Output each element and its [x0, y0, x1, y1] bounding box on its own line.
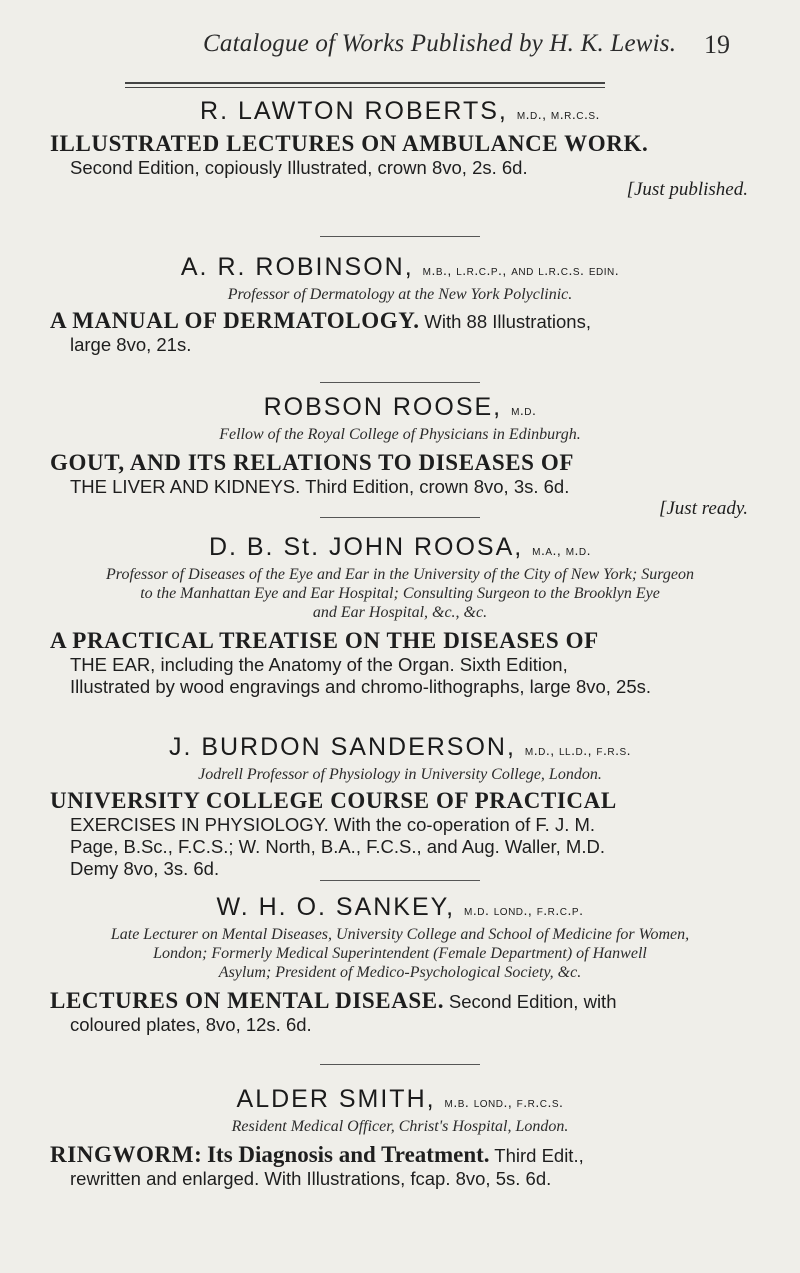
work-listing — [50, 630, 750, 698]
work-description: Demy 8vo, 3s. 6d. — [70, 858, 220, 879]
author-degrees: m.b. lond., f.r.c.s. — [444, 1094, 564, 1110]
author-name: R. LAWTON ROBERTS, — [200, 97, 508, 125]
publication-note: [Just ready. — [658, 498, 748, 519]
separator-rule — [320, 1064, 480, 1065]
work-listing — [50, 790, 750, 880]
work-description: Page, B.Sc., F.C.S.; W. North, B.A., F.C.S., and Aug. Waller, M.D. — [70, 836, 605, 857]
entry-smith — [50, 1084, 750, 1190]
work-listing — [50, 452, 750, 498]
separator-rule — [320, 880, 480, 881]
entry-roosa — [50, 532, 750, 698]
work-listing — [50, 133, 750, 179]
author-degrees: m.b., l.r.c.p., and l.r.c.s. edin. — [422, 262, 620, 278]
author-heading — [50, 392, 750, 425]
author-degrees: m.d., ll.d., f.r.s. — [524, 742, 632, 758]
work-title: A MANUAL OF DERMATOLOGY. — [50, 308, 420, 333]
author-affiliation: Late Lecturer on Mental Diseases, University College and School of Medicine for Women, — [110, 926, 690, 943]
running-title: Catalogue of Works Published by H. K. Lewis. — [203, 30, 677, 57]
author-affiliation: Professor of Diseases of the Eye and Ear in the University of the City of New York; Surgeon — [106, 566, 694, 583]
publication-note: [Just published. — [626, 179, 748, 200]
work-description: large 8vo, 21s. — [70, 334, 192, 355]
separator-rule — [320, 382, 480, 383]
work-description: THE LIVER AND KIDNEYS. Third Edition, crown 8vo, 3s. 6d. — [70, 476, 570, 497]
work-subtitle: Its Diagnosis and Treatment. — [207, 1142, 490, 1167]
author-affiliation: London; Formerly Medical Superintendent (Female Department) of Hanwell — [153, 945, 647, 962]
work-title: LECTURES ON MENTAL DISEASE. — [50, 988, 445, 1013]
work-description: Second Edition, with — [448, 991, 617, 1012]
work-description: Third Edit., — [494, 1145, 584, 1166]
work-description: THE EAR, including the Anatomy of the Organ. Sixth Edition, — [70, 654, 568, 675]
separator-rule — [320, 236, 480, 237]
header-rule — [125, 82, 605, 88]
author-degrees: m.d. — [511, 402, 537, 418]
author-name: D. B. St. JOHN ROOSA, — [208, 533, 524, 561]
entry-robinson — [50, 252, 750, 356]
author-affiliation: and Ear Hospital, &c., &c. — [312, 604, 488, 621]
author-name: ROBSON ROOSE, — [263, 393, 503, 421]
work-title: A PRACTICAL TREATISE ON THE DISEASES OF — [50, 628, 599, 653]
running-head — [203, 30, 730, 70]
work-listing — [50, 990, 750, 1036]
author-affiliation: Resident Medical Officer, Christ's Hospital, London. — [231, 1118, 569, 1135]
work-listing — [50, 1144, 750, 1190]
separator-rule — [320, 517, 480, 518]
author-affiliation: Professor of Dermatology at the New York Polyclinic. — [227, 286, 573, 303]
author-affiliation: Jodrell Professor of Physiology in University College, London. — [198, 766, 602, 783]
author-degrees: m.d. lond., f.r.c.p. — [464, 902, 584, 918]
author-heading — [50, 892, 750, 925]
author-name: W. H. O. SANKEY, — [216, 893, 456, 921]
work-title: RINGWORM: — [50, 1142, 203, 1167]
entry-roberts — [50, 96, 750, 201]
author-affiliation: Fellow of the Royal College of Physicians in Edinburgh. — [219, 426, 581, 443]
work-listing — [50, 310, 750, 356]
author-name: A. R. ROBINSON, — [180, 253, 414, 281]
author-heading — [50, 1084, 750, 1117]
work-title: GOUT, AND ITS RELATIONS TO DISEASES OF — [50, 450, 575, 475]
work-description: With 88 Illustrations, — [424, 311, 591, 332]
entry-sankey — [50, 892, 750, 1036]
work-description: rewritten and enlarged. With Illustrations, fcap. 8vo, 5s. 6d. — [70, 1168, 552, 1189]
author-name: ALDER SMITH, — [236, 1085, 436, 1113]
author-heading — [50, 96, 750, 129]
author-affiliation: Asylum; President of Medico-Psychological Society, &c. — [218, 964, 582, 981]
work-description: EXERCISES IN PHYSIOLOGY. With the co-operation of F. J. M. — [70, 814, 596, 835]
author-degrees: m.a., m.d. — [532, 542, 592, 558]
author-heading — [50, 732, 750, 765]
work-title: UNIVERSITY COLLEGE COURSE OF PRACTICAL — [50, 788, 617, 813]
author-degrees: m.d., m.r.c.s. — [516, 106, 600, 122]
page-number: 19 — [704, 30, 730, 59]
author-heading — [50, 532, 750, 565]
work-description: Second Edition, copiously Illustrated, crown 8vo, 2s. 6d. — [70, 157, 528, 178]
work-title: ILLUSTRATED LECTURES ON AMBULANCE WORK. — [50, 131, 649, 156]
entry-roose — [50, 392, 750, 520]
work-description: Illustrated by wood engravings and chromo-lithographs, large 8vo, 25s. — [70, 676, 652, 697]
author-name: J. BURDON SANDERSON, — [168, 733, 516, 761]
author-heading — [50, 252, 750, 285]
author-affiliation: to the Manhattan Eye and Ear Hospital; Consulting Surgeon to the Brooklyn Eye — [140, 585, 660, 602]
work-description: coloured plates, 8vo, 12s. 6d. — [70, 1014, 312, 1035]
entry-sanderson — [50, 732, 750, 880]
